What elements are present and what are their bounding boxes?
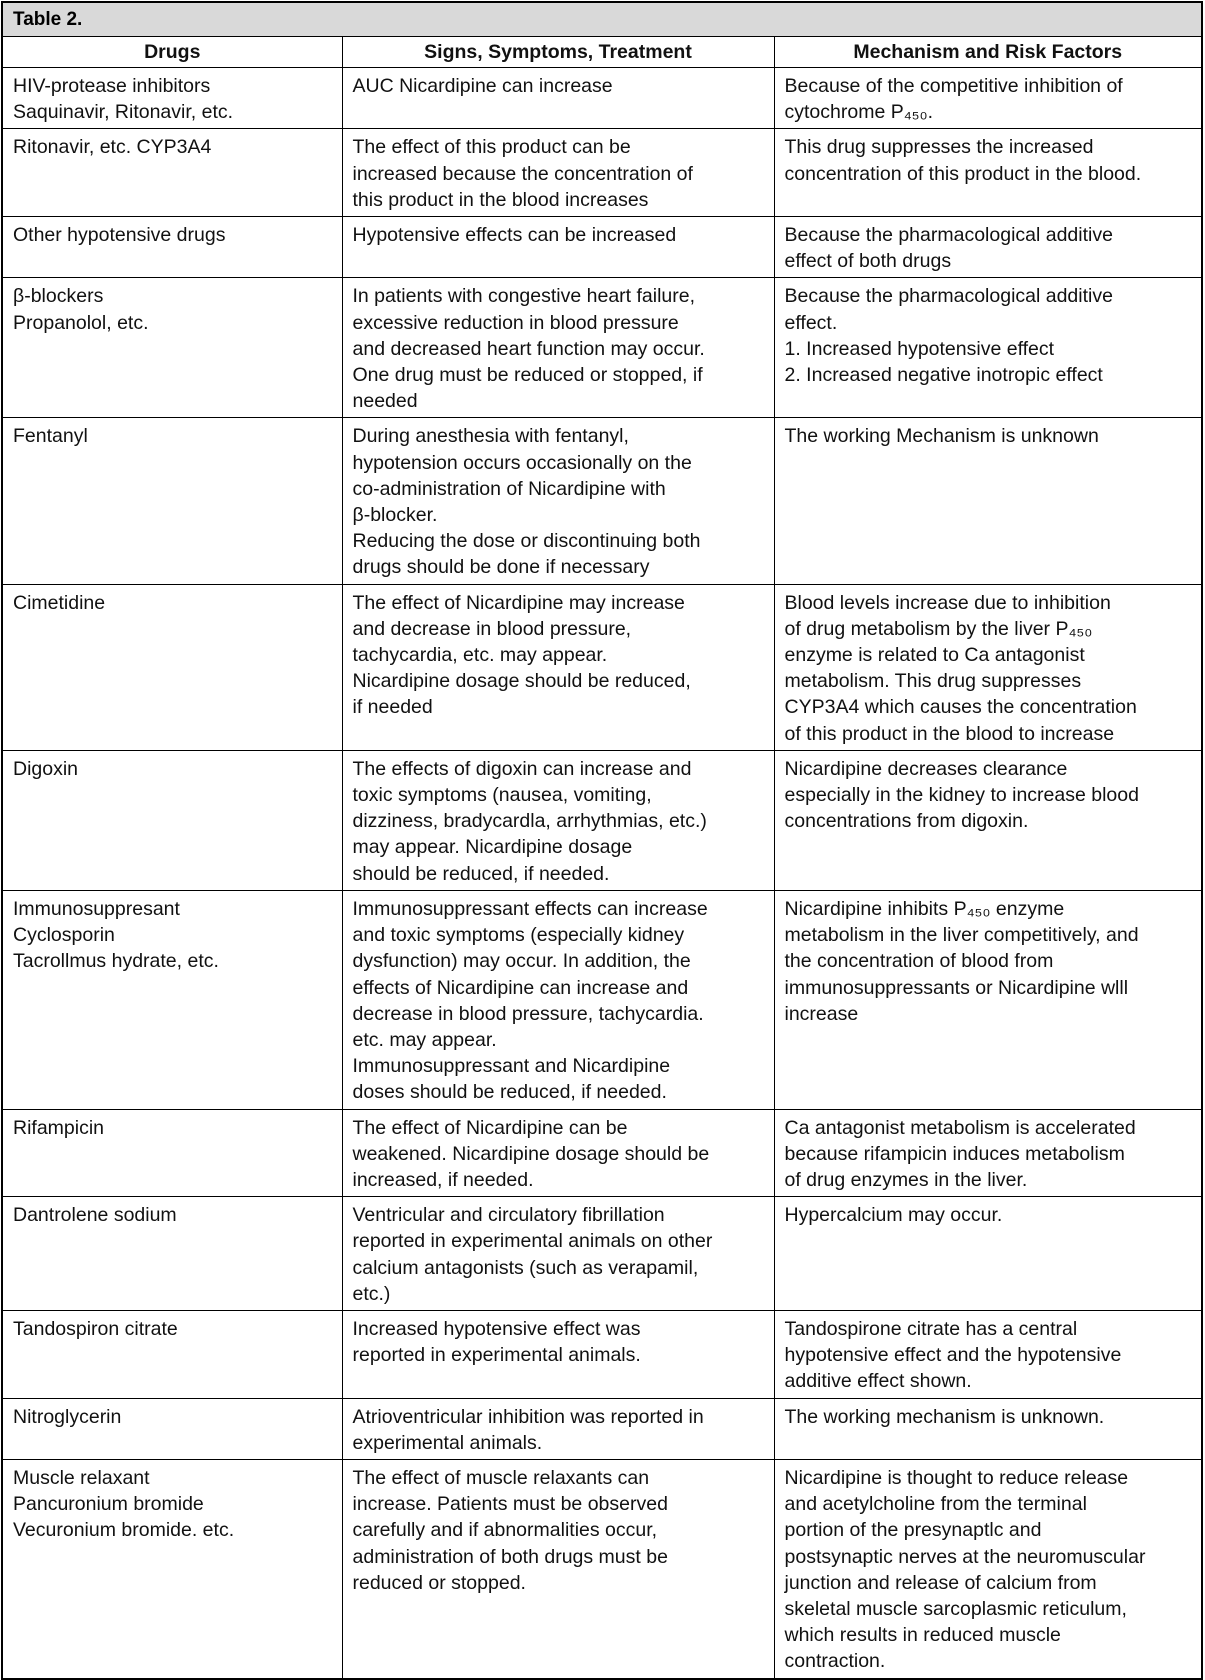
- cell-mechanism: Because the pharmacological additive effect. 1. Increased hypotensive effect 2. Increased negative inotropic effect: [774, 278, 1201, 418]
- header-row: [3, 37, 1201, 68]
- cell-signs: Increased hypotensive effect was reported in experimental animals.: [342, 1310, 774, 1398]
- table-row: [3, 890, 1201, 1109]
- cell-signs: Ventricular and circulatory fibrillation reported in experimental animals on other calcium antagonists (such as verapamil, etc.): [342, 1197, 774, 1311]
- cell-signs: Atrioventricular inhibition was reported in experimental animals.: [342, 1398, 774, 1459]
- cell-drugs: Cimetidine: [3, 584, 342, 750]
- cell-mechanism: The working Mechanism is unknown: [774, 418, 1201, 584]
- cell-signs: AUC Nicardipine can increase: [342, 68, 774, 129]
- cell-drugs: Other hypotensive drugs: [3, 217, 342, 278]
- header-signs-symptoms-treatment: Signs, Symptoms, Treatment: [342, 37, 774, 68]
- cell-signs: The effect of Nicardipine may increase and decrease in blood pressure, tachycardia, etc. may appear. Nicardipine dosage should be reduced, if needed: [342, 584, 774, 750]
- cell-signs: In patients with congestive heart failure, excessive reduction in blood pressure and decreased heart function may occur. One drug must be reduced or stopped, if needed: [342, 278, 774, 418]
- cell-drugs: Tandospiron citrate: [3, 1310, 342, 1398]
- cell-drugs: Dantrolene sodium: [3, 1197, 342, 1311]
- cell-signs: The effects of digoxin can increase and toxic symptoms (nausea, vomiting, dizziness, bradycardla, arrhythmias, etc.) may appear. Nicardipine dosage should be reduced, if needed.: [342, 750, 774, 890]
- table-row: [3, 129, 1201, 217]
- cell-signs: The effect of this product can be increased because the concentration of this product in the blood increases: [342, 129, 774, 217]
- header-mechanism-risk-factors: Mechanism and Risk Factors: [774, 37, 1201, 68]
- cell-mechanism: Tandospirone citrate has a central hypotensive effect and the hypotensive additive effect shown.: [774, 1310, 1201, 1398]
- cell-mechanism: Hypercalcium may occur.: [774, 1197, 1201, 1311]
- cell-drugs: Ritonavir, etc. CYP3A4: [3, 129, 342, 217]
- cell-drugs: Immunosuppresant Cyclosporin Tacrollmus hydrate, etc.: [3, 890, 342, 1109]
- cell-mechanism: Because of the competitive inhibition of cytochrome P₄₅₀.: [774, 68, 1201, 129]
- cell-drugs: Rifampicin: [3, 1109, 342, 1197]
- table-row: [3, 278, 1201, 418]
- cell-signs: The effect of Nicardipine can be weakened. Nicardipine dosage should be increased, if needed.: [342, 1109, 774, 1197]
- cell-drugs: β-blockers Propanolol, etc.: [3, 278, 342, 418]
- table-caption: Table 2.: [3, 3, 1201, 37]
- cell-drugs: Muscle relaxant Pancuronium bromide Vecuronium bromide. etc.: [3, 1459, 342, 1677]
- table-row: [3, 418, 1201, 584]
- table-row: [3, 68, 1201, 129]
- cell-drugs: HIV-protease inhibitors Saquinavir, Ritonavir, etc.: [3, 68, 342, 129]
- table-row: [3, 1459, 1201, 1677]
- cell-drugs: Nitroglycerin: [3, 1398, 342, 1459]
- table-row: [3, 1197, 1201, 1311]
- table-row: [3, 1398, 1201, 1459]
- cell-signs: During anesthesia with fentanyl, hypotension occurs occasionally on the co-administration of Nicardipine with β-blocker. Reducing the dose or discontinuing both drugs should be done if necessary: [342, 418, 774, 584]
- cell-mechanism: The working mechanism is unknown.: [774, 1398, 1201, 1459]
- cell-signs: Immunosuppressant effects can increase and toxic symptoms (especially kidney dysfunction) may occur. In addition, the effects of Nicardipine can increase and decrease in blood pressure, tachycardia. etc. may appear. Immunosuppressant and Nicardipine doses should be reduced, if needed.: [342, 890, 774, 1109]
- table-row: [3, 217, 1201, 278]
- cell-drugs: Digoxin: [3, 750, 342, 890]
- table-row: [3, 1310, 1201, 1398]
- drug-interaction-table: [1, 1, 1203, 1680]
- table-row: [3, 1109, 1201, 1197]
- cell-mechanism: Because the pharmacological additive effect of both drugs: [774, 217, 1201, 278]
- table-row: [3, 584, 1201, 750]
- cell-signs: The effect of muscle relaxants can increase. Patients must be observed carefully and if abnormalities occur, administration of both drugs must be reduced or stopped.: [342, 1459, 774, 1677]
- interaction-table: [3, 37, 1201, 1678]
- cell-signs: Hypotensive effects can be increased: [342, 217, 774, 278]
- cell-mechanism: Ca antagonist metabolism is accelerated because rifampicin induces metabolism of drug enzymes in the liver.: [774, 1109, 1201, 1197]
- cell-mechanism: Nicardipine is thought to reduce release and acetylcholine from the terminal portion of the presynaptlc and postsynaptic nerves at the neuromuscular junction and release of calcium from skeletal muscle sarcoplasmic reticulum, which results in reduced muscle contraction.: [774, 1459, 1201, 1677]
- cell-drugs: Fentanyl: [3, 418, 342, 584]
- cell-mechanism: Blood levels increase due to inhibition of drug metabolism by the liver P₄₅₀ enzyme is related to Ca antagonist metabolism. This drug suppresses CYP3A4 which causes the concentration of this product in the blood to increase: [774, 584, 1201, 750]
- cell-mechanism: This drug suppresses the increased concentration of this product in the blood.: [774, 129, 1201, 217]
- cell-mechanism: Nicardipine inhibits P₄₅₀ enzyme metabolism in the liver competitively, and the concentration of blood from immunosuppressants or Nicardipine wlll increase: [774, 890, 1201, 1109]
- cell-mechanism: Nicardipine decreases clearance especially in the kidney to increase blood concentrations from digoxin.: [774, 750, 1201, 890]
- table-row: [3, 750, 1201, 890]
- header-drugs: Drugs: [3, 37, 342, 68]
